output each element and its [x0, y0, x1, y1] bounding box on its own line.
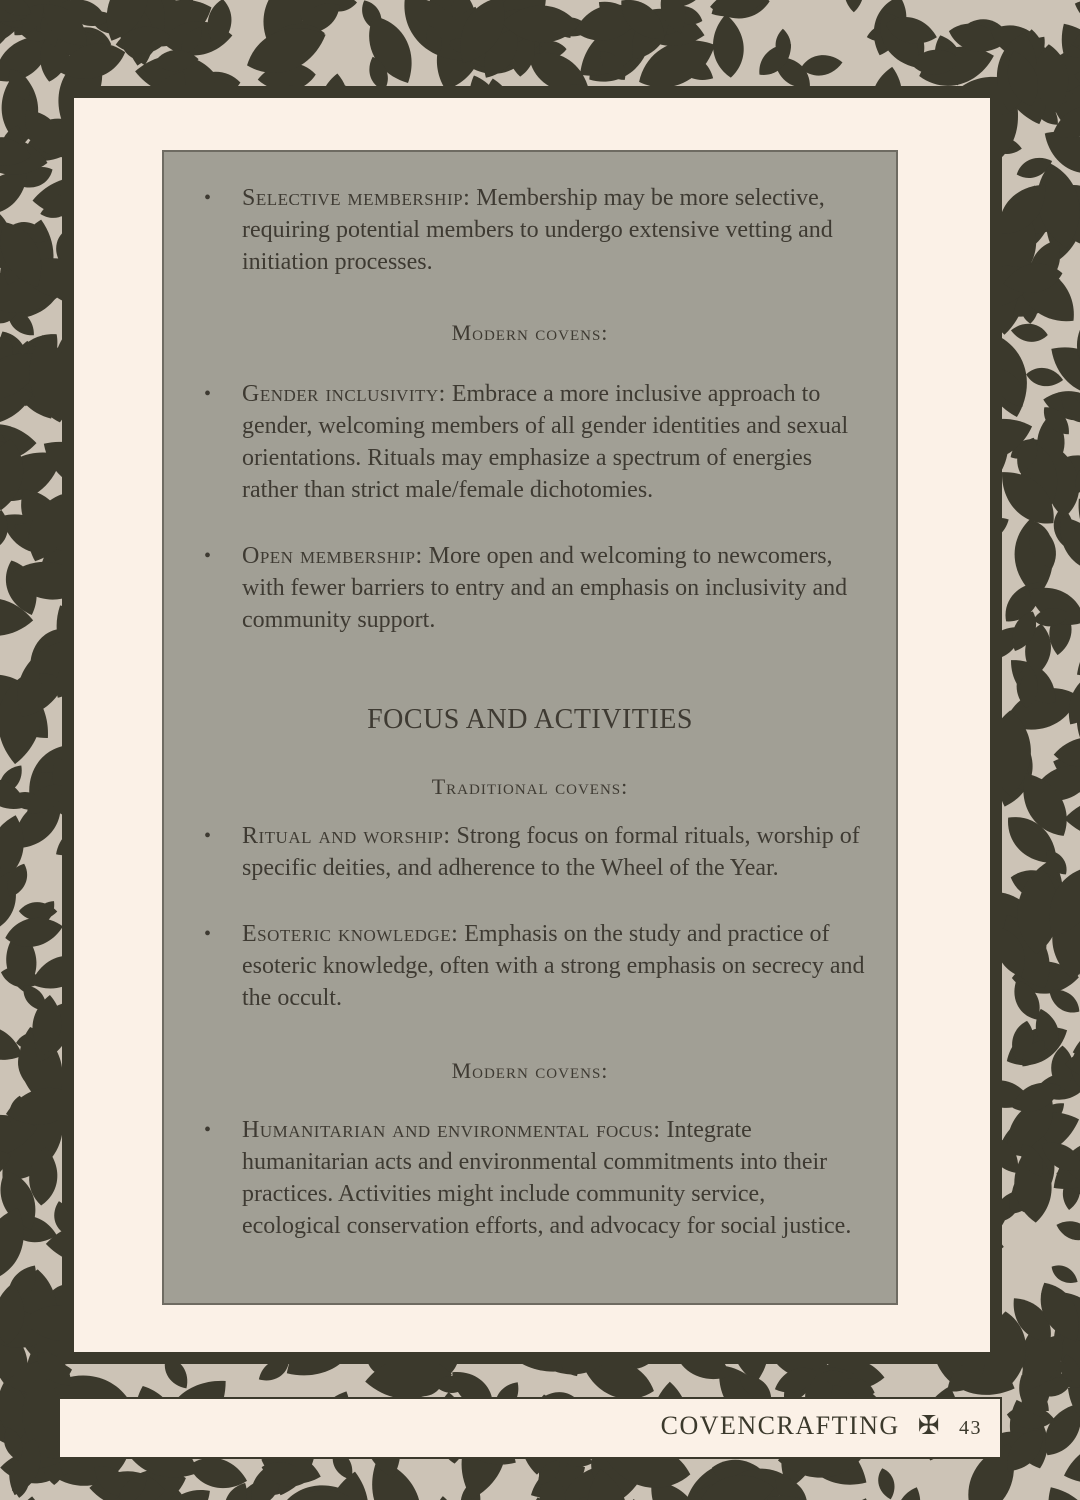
section-heading: FOCUS AND ACTIVITIES [367, 704, 693, 735]
item-term: Esoteric knowledge: [242, 921, 459, 947]
book-title: COVENCRAFTING [660, 1411, 900, 1440]
ornament-icon: ✠ [917, 1411, 941, 1440]
modern-membership-list [164, 378, 896, 636]
item-text: Embrace a more inclusive approach to gender, welcoming members of all gender identities and sexual orientations. Rituals may emphasize a spectrum of energies rather than strict male/female dichotomies. [242, 381, 849, 503]
running-footer [661, 1411, 982, 1441]
footer-bar [58, 1397, 1002, 1459]
bullet-icon: • [204, 187, 212, 209]
item-text: Emphasis on the study and practice of esoteric knowledge, often with a strong emphasis on secrecy and the occult. [242, 921, 865, 1011]
list-item [164, 918, 896, 1014]
list-item [164, 182, 896, 280]
item-term: Gender inclusivity: [242, 381, 446, 407]
bullet-icon: • [204, 383, 212, 405]
subhead-modern-covens-2: Modern covens: [451, 1058, 609, 1083]
item-text: Strong focus on formal rituals, worship of specific deities, and adherence to the Wheel of the Year. [242, 823, 860, 881]
bullet-icon: • [204, 923, 212, 945]
list-item [164, 1114, 896, 1276]
item-text: Membership may be more selective, requiring potential members to undergo extensive vetting and initiation processes. [242, 185, 833, 275]
bullet-icon: • [204, 545, 212, 567]
item-text: More open and welcoming to newcomers, with fewer barriers to entry and an emphasis on inclusivity and community support. [242, 543, 848, 633]
list-item [164, 378, 896, 540]
item-term: Humanitarian and environmental focus: [242, 1117, 661, 1143]
bullet-icon: • [204, 1119, 212, 1141]
list-item [164, 540, 896, 636]
content-panel [162, 150, 898, 1305]
subhead-modern-covens: Modern covens: [451, 320, 609, 345]
item-term: Selective membership: [242, 185, 471, 211]
page-number: 43 [959, 1417, 982, 1439]
modern-focus-list [164, 1114, 896, 1276]
subhead-traditional-covens: Traditional covens: [431, 774, 629, 799]
selective-list [164, 182, 896, 280]
item-term: Ritual and worship: [242, 823, 451, 849]
item-text: Integrate humanitarian acts and environmental commitments into their practices. Activities might include community service, ecological conservation efforts, and advocacy for social justice. [242, 1117, 852, 1239]
bullet-icon: • [204, 825, 212, 847]
traditional-focus-list [164, 820, 896, 1014]
item-term: Open membership: [242, 543, 423, 569]
list-item [164, 820, 896, 918]
